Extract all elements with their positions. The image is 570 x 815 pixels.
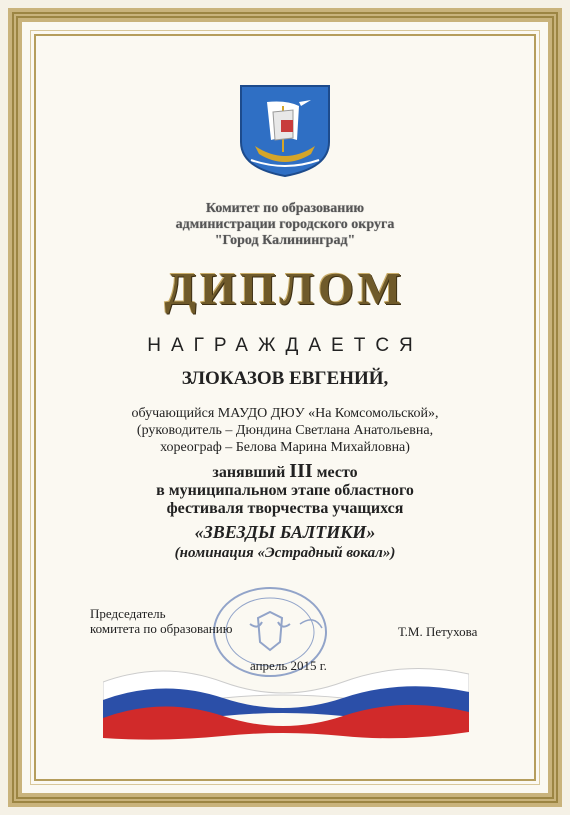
awarded-heading: НАГРАЖДАЕТСЯ — [147, 335, 423, 356]
student-line-2: (руководитель – Дюндина Светлана Анатольевна, — [136, 423, 434, 438]
place-line-3: фестиваля творчества учащихся — [166, 500, 404, 517]
committee-header — [0, 201, 570, 249]
committee-line-3: "Город Калининград" — [214, 233, 356, 248]
chairman-line-1: Председатель — [90, 606, 166, 621]
diploma-title: ДИПЛОМ — [164, 263, 406, 314]
russian-flag-ribbon-icon — [103, 660, 469, 744]
place-info — [0, 462, 570, 518]
chairman-title — [90, 606, 232, 636]
festival-name: «ЗВЕЗДЫ БАЛТИКИ» — [194, 522, 376, 542]
student-line-1: обучающийся МАУДО ДЮУ «На Комсомольской», — [131, 406, 439, 421]
nomination: (номинация «Эстрадный вокал») — [174, 545, 396, 561]
place-suffix: место — [316, 464, 358, 481]
place-prefix: занявший — [212, 464, 286, 481]
place-line-1 — [0, 462, 570, 482]
issue-date: апрель 2015 г. — [250, 658, 327, 673]
recipient-name: ЗЛОКАЗОВ ЕВГЕНИЙ, — [181, 368, 389, 389]
place-number: III — [289, 460, 313, 482]
kaliningrad-coat-of-arms-icon — [237, 82, 333, 178]
place-line-2: в муниципальном этапе областного — [156, 482, 414, 499]
chairman-line-2: комитета по образованию — [90, 621, 233, 636]
committee-line-1: Комитет по образованию — [205, 201, 365, 216]
student-info — [0, 405, 570, 456]
committee-line-2: администрации городского округа — [175, 217, 395, 232]
signer-name: Т.М. Петухова — [398, 624, 478, 639]
student-line-3: хореограф – Белова Марина Михайловна) — [160, 440, 410, 455]
